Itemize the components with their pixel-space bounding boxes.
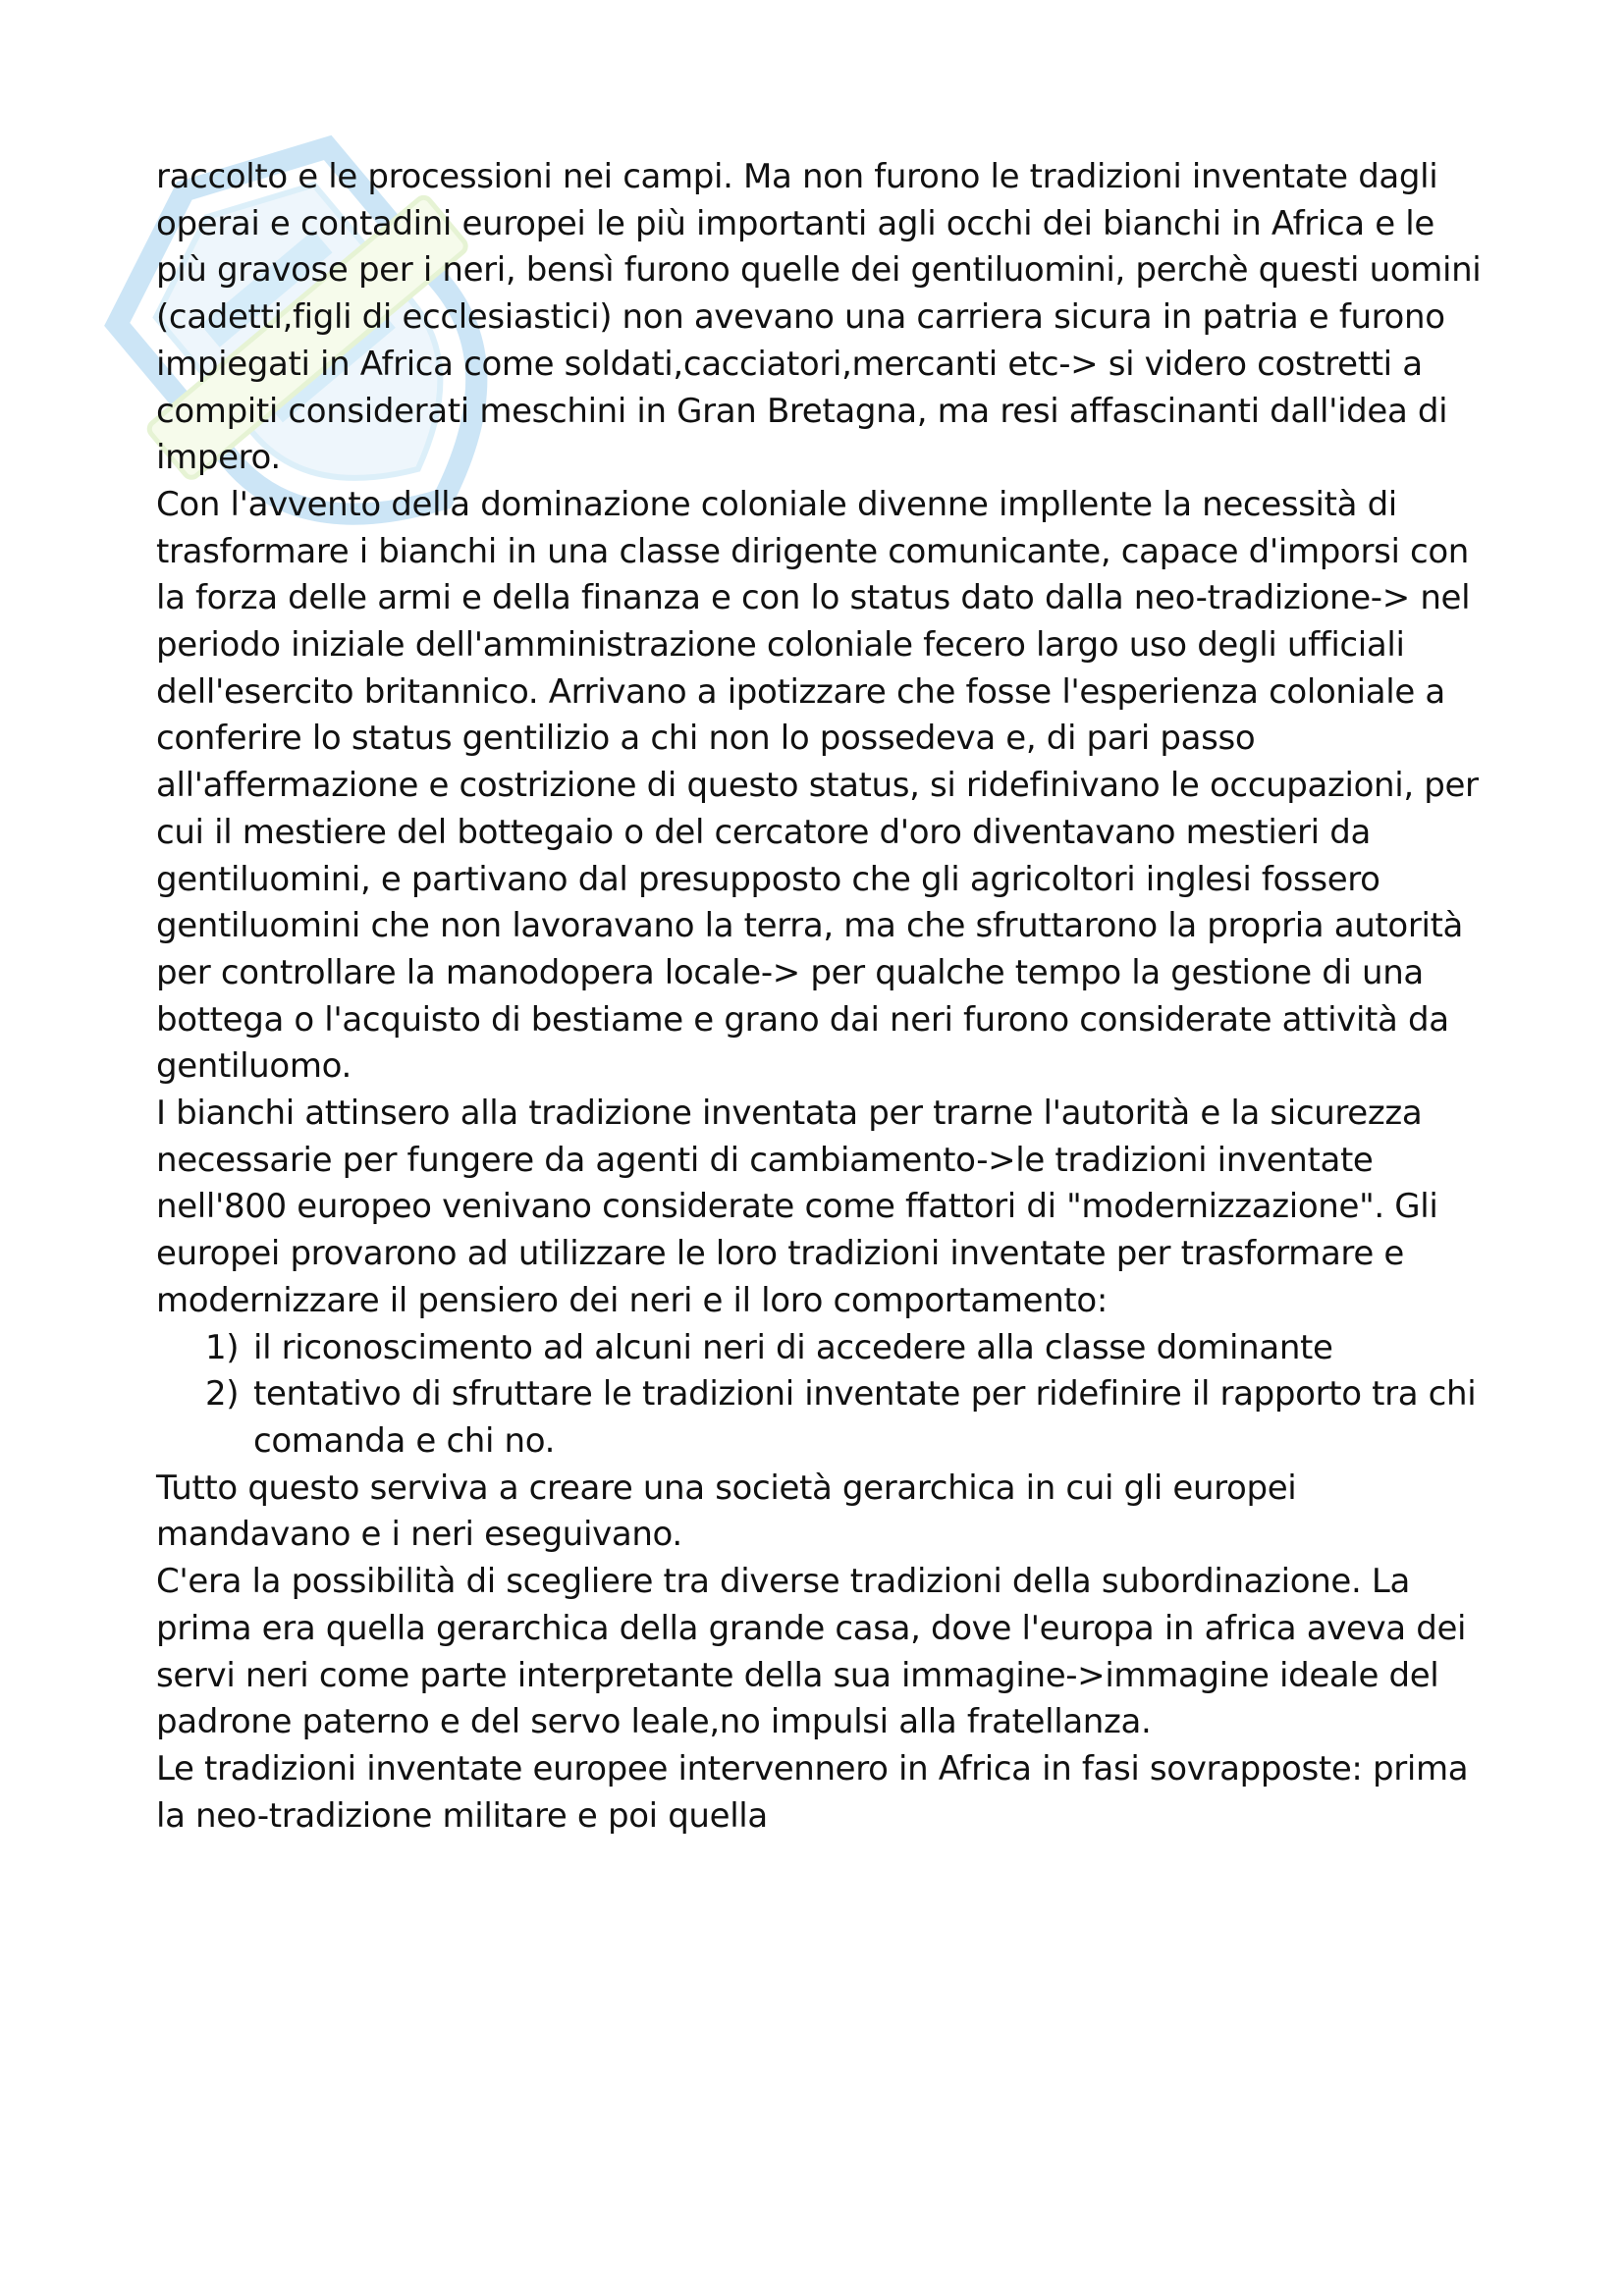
paragraph-3: I bianchi attinsero alla tradizione inventata per trarne l'autorità e la sicurezza necessarie per fungere da agenti di cambiamento->le tradizioni inventate nell'800 europeo venivano considerate come ffattori di "modernizzazione". Gli europei provarono ad utilizzare le loro tradizioni inventate per trasformare e modernizzare il pensiero dei neri e il loro comportamento: xyxy=(156,1094,1438,1320)
paragraph-4: Tutto questo serviva a creare una società gerarchica in cui gli europei mandavano e i neri eseguivano. xyxy=(156,1468,1297,1555)
paragraph-1: raccolto e le processioni nei campi. Ma non furono le tradizioni inventate dagli operai e contadini europei le più importanti agli occhi dei bianchi in Africa e le più gravose per i neri, bensì furono quelle dei gentiluomini, perchè questi uomini (cadetti,figli di ecclesiastici) non avevano una carriera sicura in patria e furono impiegati in Africa come soldati,cacciatori,mercanti etc-> si videro costretti a compiti considerati meschini in Gran Bretagna, ma resi affascinanti dall'idea di impero. xyxy=(156,157,1482,478)
list-item-number: 2) xyxy=(205,1374,240,1415)
paragraph-6: Le tradizioni inventate europee intervennero in Africa in fasi sovrapposte: prima la neo-tradizione militare e poi quella xyxy=(156,1748,1469,1836)
paragraph-5: C'era la possibilità di scegliere tra diverse tradizioni della subordinazione. La prima era quella gerarchica della grande casa, dove l'europa in africa aveva dei servi neri come parte interpretante della sua immagine->immagine ideale del padrone paterno e del servo leale,no impulsi alla fratellanza. xyxy=(156,1562,1467,1742)
paragraph-2: Con l'avvento della dominazione coloniale divenne impllente la necessità di trasformare i bianchi in una classe dirigente comunicante, capace d'imporsi con la forza delle armi e della finanza e con lo status dato dalla neo-tradizione-> nel periodo iniziale dell'amministrazione coloniale fecero largo uso degli ufficiali dell'esercito britannico. Arrivano a ipotizzare che fosse l'esperienza coloniale a conferire lo status gentilizio a chi non lo possedeva e, di pari passo all'affermazione e costrizione di questo status, si ridefinivano le occupazioni, per cui il mestiere del bottegaio o del cercatore d'oro diventavano mestieri da gentiluomini, e partivano dal presupposto che gli agricoltori inglesi fossero gentiluomini che non lavoravano la terra, ma che sfruttarono la propria autorità per controllare la manodopera locale-> per qualche tempo la gestione di una bottega o l'acquisto di bestiame e grano dai neri furono considerate attività da gentiluomo. xyxy=(156,484,1479,1087)
list-item xyxy=(156,1371,1491,1465)
document-page xyxy=(156,154,1491,1840)
list-item-number: 1) xyxy=(205,1327,240,1367)
list-item xyxy=(156,1325,1491,1372)
numbered-list xyxy=(156,1325,1491,1466)
list-item-text: tentativo di sfruttare le tradizioni inventate per ridefinire il rapporto tra chi comanda e chi no. xyxy=(253,1374,1477,1461)
list-item-text: il riconoscimento ad alcuni neri di accedere alla classe dominante xyxy=(253,1327,1333,1367)
